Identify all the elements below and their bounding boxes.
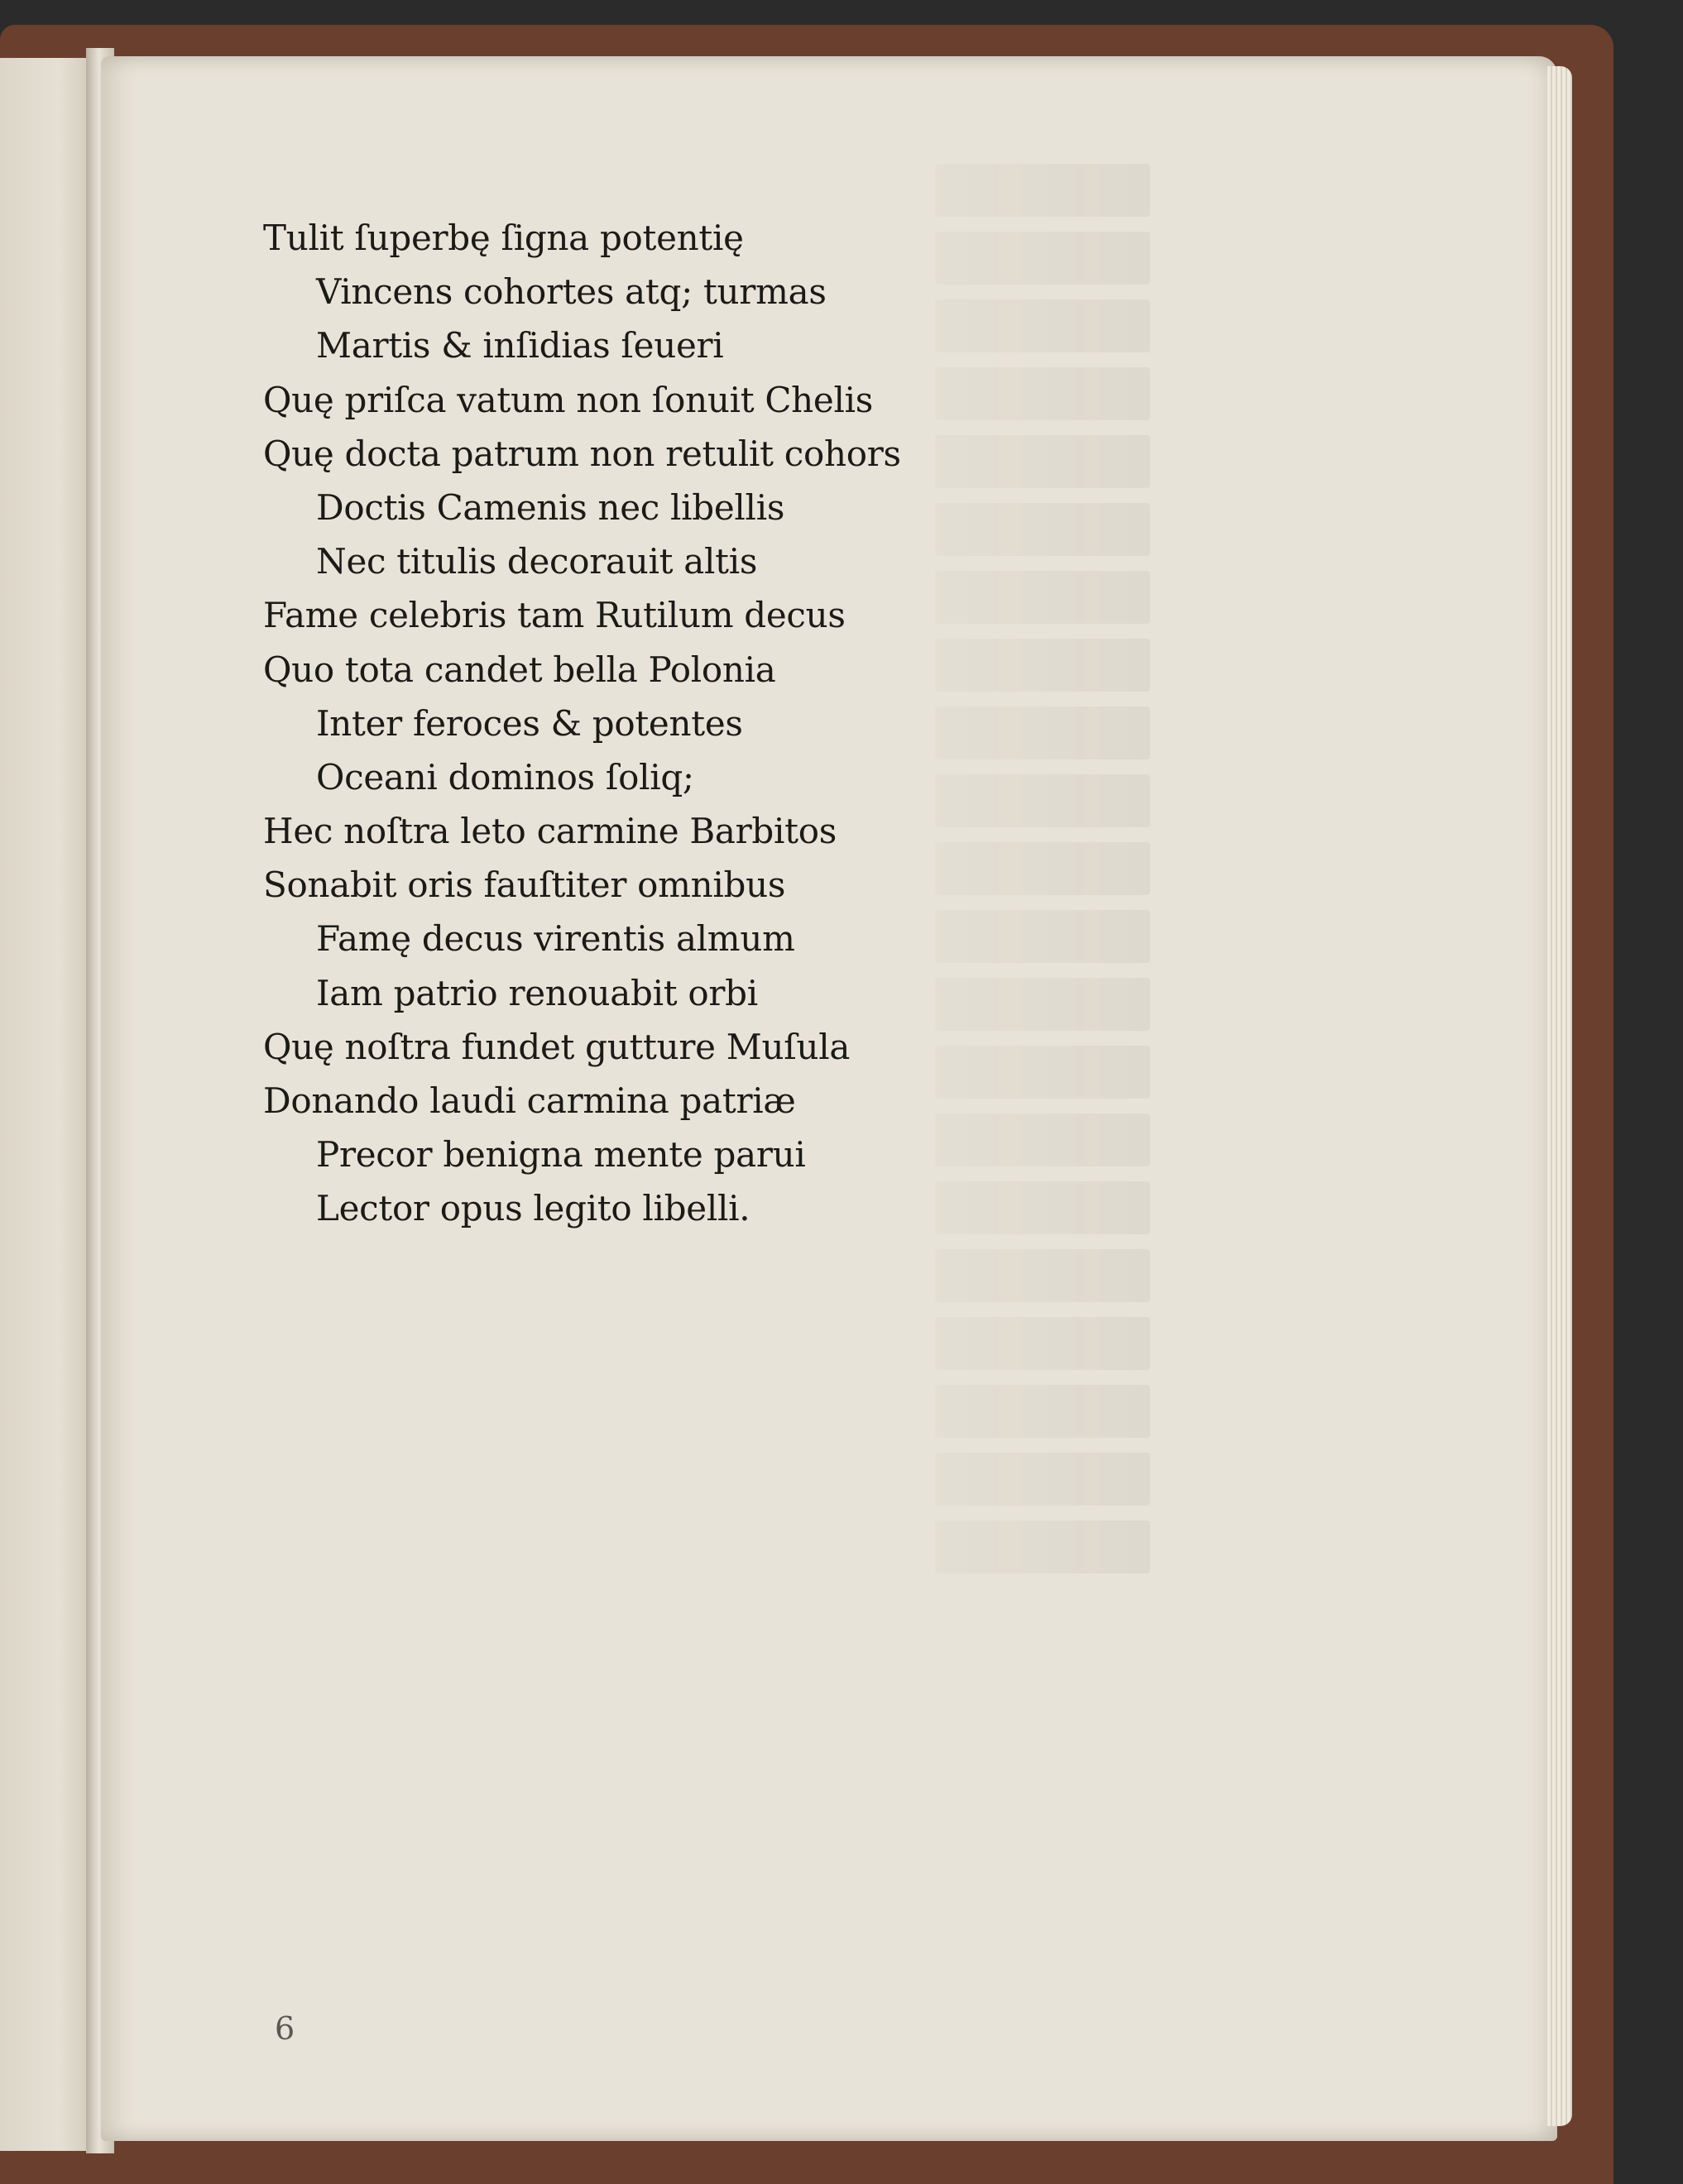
verse-line: Quo tota candet bella Polonia: [263, 649, 776, 690]
verse-line: Vincens cohortes atq; turmas: [316, 271, 827, 313]
verse-line: Quę docta patrum non retulit cohors: [263, 433, 901, 474]
verse-line: Martis & inſidias ſeueri: [316, 325, 724, 366]
poem-text: [263, 211, 1008, 1236]
verse-line: Donando laudi carmina patriæ: [263, 1080, 796, 1121]
verse-line: Doctis Camenis nec libellis: [316, 486, 785, 528]
verse-line: Quę priſca vatum non ſonuit Chelis: [263, 379, 874, 420]
verse-line: Iam patrio renouabit orbi: [316, 972, 758, 1013]
verse-line: Quę noſtra fundet gutture Muſula: [263, 1026, 851, 1067]
verse-line: Oceani dominos ſoliq;: [316, 756, 694, 797]
page-stack-edge: [1547, 66, 1572, 2126]
verse-line: Famę decus virentis almum: [316, 918, 795, 960]
verse-line: Hec noſtra leto carmine Barbitos: [263, 811, 837, 852]
verse-line: Tulit ſuperbę ſigna potentię: [263, 218, 744, 258]
verse-line: Fame celebris tam Rutilum decus: [263, 595, 846, 636]
verse-line: Nec titulis decorauit altis: [316, 541, 758, 582]
left-page-edge: [0, 58, 98, 2151]
verse-line: Lector opus legito libelli.: [316, 1188, 750, 1229]
verse-line: Inter feroces & potentes: [316, 702, 743, 744]
folio-number: 6: [275, 2010, 295, 2047]
verse-line: Precor benigna mente parui: [316, 1134, 806, 1176]
verse-line: Sonabit oris fauſtiter omnibus: [263, 864, 786, 906]
